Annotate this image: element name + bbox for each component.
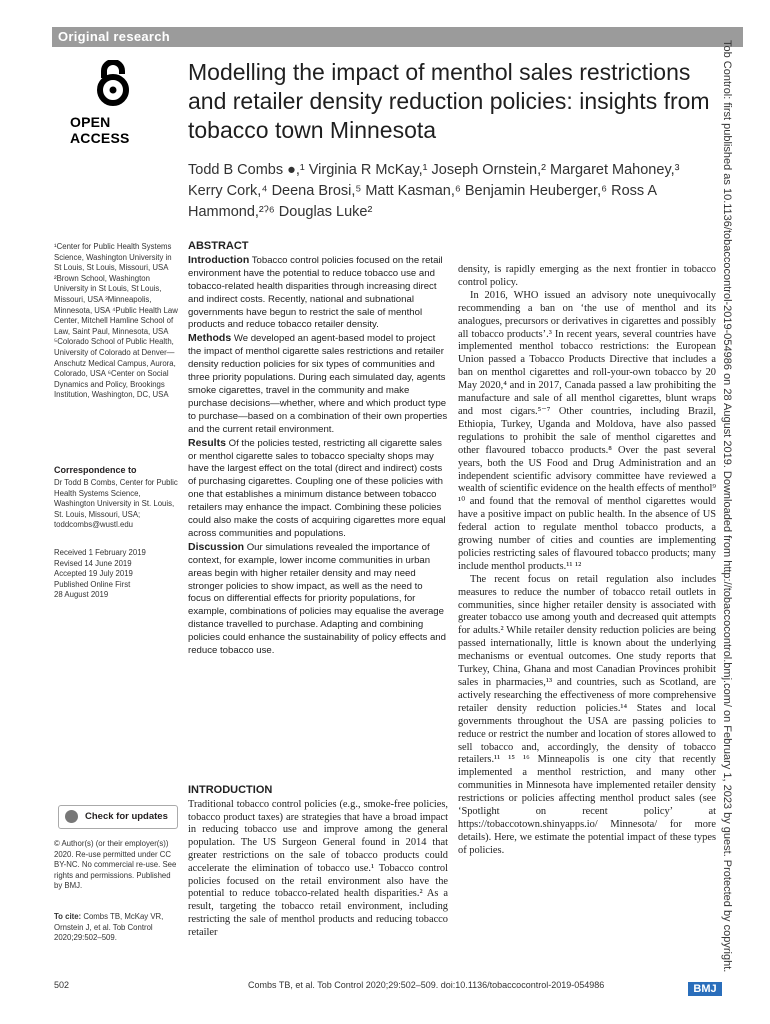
abstract-intro-heading: Introduction: [188, 253, 250, 266]
copyright-notice: © Author(s) (or their employer(s)) 2020. Re-use permitted under CC BY-NC. No commercial re-use. See rights and permissions. Published by BMJ.: [54, 839, 177, 891]
body-paragraph: The recent focus on retail regulation also includes measures to reduce the number of tobacco retail outlets in communities, since higher retailer density is associated with greater tobacco use among youth and decreased quit attempts for adults.² While retailer density reduction policies are being passed internationally, little is known about the underlying mechanisms or eventual outcomes. One study reports that Turkey, China, Ghana and most Canadian Provinces prohibit sales in pharmacies,¹³ and countries, such as Scotland, are actively researching the effectiveness of more comprehensive retailer density reduction policies.¹⁴ States and local governments throughout the USA are passing policies to reduce or restrict the number and location of stores allowed to sell tobacco and, accordingly, the density of tobacco retailers.¹¹ ¹⁵ ¹⁶ Minneapolis is one city that recently implemented a menthol restriction, and many other communities in Minnesota have implemented retailer density restrictions or policies affecting menthol product sales (see ‘Spotlight on recent policy’ at https://tobaccotown.shinyapps.io/ Minnesota/ for more details). Here, we estimate the potential impact of these types of policies.: [458, 573, 716, 856]
abstract-heading: ABSTRACT: [188, 240, 249, 252]
download-notice[interactable]: Tob Control: first published as 10.1136/tobaccocontrol-2019-054986 on 28 August 2019. Downloaded from http://tobaccocontrol.bmj.com/ on February 1, 2023 by guest. Protected by copyright.: [721, 40, 733, 973]
right-column: [458, 264, 716, 858]
introduction-heading: INTRODUCTION: [188, 784, 273, 796]
check-updates-label: Check for updates: [85, 811, 168, 822]
date-received: Received 1 February 2019: [54, 548, 146, 557]
citation-box: [54, 912, 179, 944]
cite-label: To cite:: [54, 912, 82, 921]
date-published-label: Published Online First: [54, 579, 131, 589]
side-margin: [720, 40, 760, 1000]
abstract-methods-heading: Methods: [188, 332, 232, 345]
date-published: 28 August 2019: [54, 590, 109, 600]
author-list: Todd B Combs ●,¹ Virginia R McKay,¹ Joseph Ornstein,² Margaret Mahoney,³ Kerry Cork,⁴ Deena Brosi,⁵ Matt Kasman,⁶ Benjamin Heuberger,⁶ Ross A Hammond,²ˀ⁶ Douglas Luke²: [188, 162, 680, 220]
abstract-results: Of the policies tested, restricting all cigarette sales or menthol cigarette sales to tobacco specialty shops may have the largest effect on the total (direct and indirect) costs of purchasing cigarettes. Coupling one of these policies with one that establishes a minimum distance between tobacco retailers may enhance the impact. Combining these policies could also make the costs of acquiring cigarettes more equal across communities and populations.: [188, 437, 446, 539]
section-label: Original research: [58, 29, 171, 44]
open-access-label: OPEN ACCESS: [70, 114, 130, 146]
check-updates-icon: [65, 810, 78, 823]
date-accepted: Accepted 19 July 2019: [54, 569, 133, 579]
abstract: [188, 240, 448, 658]
body-paragraph: In 2016, WHO issued an advisory note unequivocally recommending a ban on ‘the use of menthol and its analogues, precursors or derivatives in cigarettes and possibly all tobacco products’.³ In recent years, several countries have implemented menthol tobacco restrictions: the European Union passed a Tobacco Products Directive that includes a ban on menthol cigarettes and roll-your-own tobacco by 20 May 2020,⁴ and in 2017, Canada passed a law prohibiting the manufacture and sale of all menthol cigarettes, blunt wraps and most cigars.⁵⁻⁷ Other countries, including Brazil, Ethiopia, Turkey, Uganda and Moldova, have also passed regulations to prohibit the sale of menthol cigarettes and other flavoured tobacco products.⁸ Over the past several years, both the US Food and Drug Administration and an independent scientific advisory committee have reviewed a wealth of scientific evidence on the health effects of menthol⁹ ¹⁰ and found that the removal of menthol cigarettes would have a positive impact on public health. In the absence of US federal action to regulate menthol tobacco products, a growing number of cities and counties are implementing policies restricting sales of flavoured tobacco products; many include menthol products.¹¹ ¹²: [458, 289, 716, 572]
introduction-section: [188, 784, 448, 940]
page-number: 502: [54, 980, 70, 990]
abstract-methods: We developed an agent-based model to project the impact of menthol cigarette sales restrictions and retailer density reduction policies for six types of communities and three priority populations. During each simulated day, agents smoke cigarettes, travel in the community and make purchase decisions—whether, where and which product type to purchase—based on a combination of their own properties and the current retail environment.: [188, 333, 448, 435]
article-dates: [54, 548, 179, 601]
section-band: [52, 27, 743, 47]
affiliations: ¹Center for Public Health Systems Science, Washington University in St Louis, St Louis, Missouri, USA ²Brown School, Washington University in St Louis, St Louis, Missouri, USA ³Minneapolis, Minnesota, USA ⁴Public Health Law Center, Mitchell Hamline School of Law, Saint Paul, Minnesota, USA ⁵Colorado School of Public Health, University of Colorado at Denver—Anschutz Medical Campus, Aurora, Colorado, USA ⁶Center on Social Dynamics and Policy, Brookings Institution, Washington, DC, USA: [54, 242, 178, 400]
introduction-paragraph: Traditional tobacco control policies (e.g., smoke-free policies, tobacco product taxes) are strategies that have a broad impact in reducing tobacco use and improve among the general population. The US Surgeon General found in 2014 that greater restrictions on the sale of tobacco products could accelerate the elimination of tobacco use.¹ Tobacco control policies focused on the retail environment also have the potential to reduce tobacco-related health disparities.² As a result, targeting the tobacco retail environment, including restricting the sale of menthol products and reducing tobacco retailer: [188, 798, 448, 938]
footer-citation: Combs TB, et al. Tob Control 2020;29:502–509. doi:10.1136/tobaccocontrol-2019-054986: [248, 980, 605, 990]
date-revised: Revised 14 June 2019: [54, 558, 132, 568]
body-paragraph: density, is rapidly emerging as the next frontier in tobacco control policy.: [458, 264, 716, 288]
check-for-updates-button[interactable]: [58, 805, 178, 829]
article-title: Modelling the impact of menthol sales restrictions and retailer density reduction policies: insights from tobacco town Minnesota: [188, 59, 710, 143]
correspondence-text: Dr Todd B Combs, Center for Public Health Systems Science, Washington University in St. Louis, St. Louis, Missouri, USA; toddcombs@wustl.edu: [54, 478, 178, 530]
open-access-badge: [70, 60, 160, 146]
abstract-results-heading: Results: [188, 436, 226, 449]
abstract-intro: Tobacco control policies focused on the retail environment have the potential to reduce tobacco use and tobacco-related health disparities through increasing direct and indirect costs. Recently, national and subnational governments have begun to restrict the sale of menthol products and reduce tobacco retailer density.: [188, 254, 443, 331]
correspondence-heading: Correspondence to: [54, 465, 137, 475]
cite-text: Combs TB, McKay VR, Ornstein J, et al. Tob Control 2020;29:502–509.: [54, 912, 164, 943]
abstract-discussion-heading: Discussion: [188, 540, 245, 553]
open-access-icon: [92, 60, 134, 108]
bmj-logo: BMJ: [688, 982, 722, 996]
abstract-discussion: Our simulations revealed the importance of context, for example, lower income communities in urban areas begin with higher retailer density and may need stronger policies to show impact, as well as the need to focus on differential effects for priority populations, for example, combinations of policies may equalise the average distance travelled to purchase. Adapting and combining policies could enhance the sustainability of policy effects and reduce tobacco use.: [188, 541, 446, 657]
